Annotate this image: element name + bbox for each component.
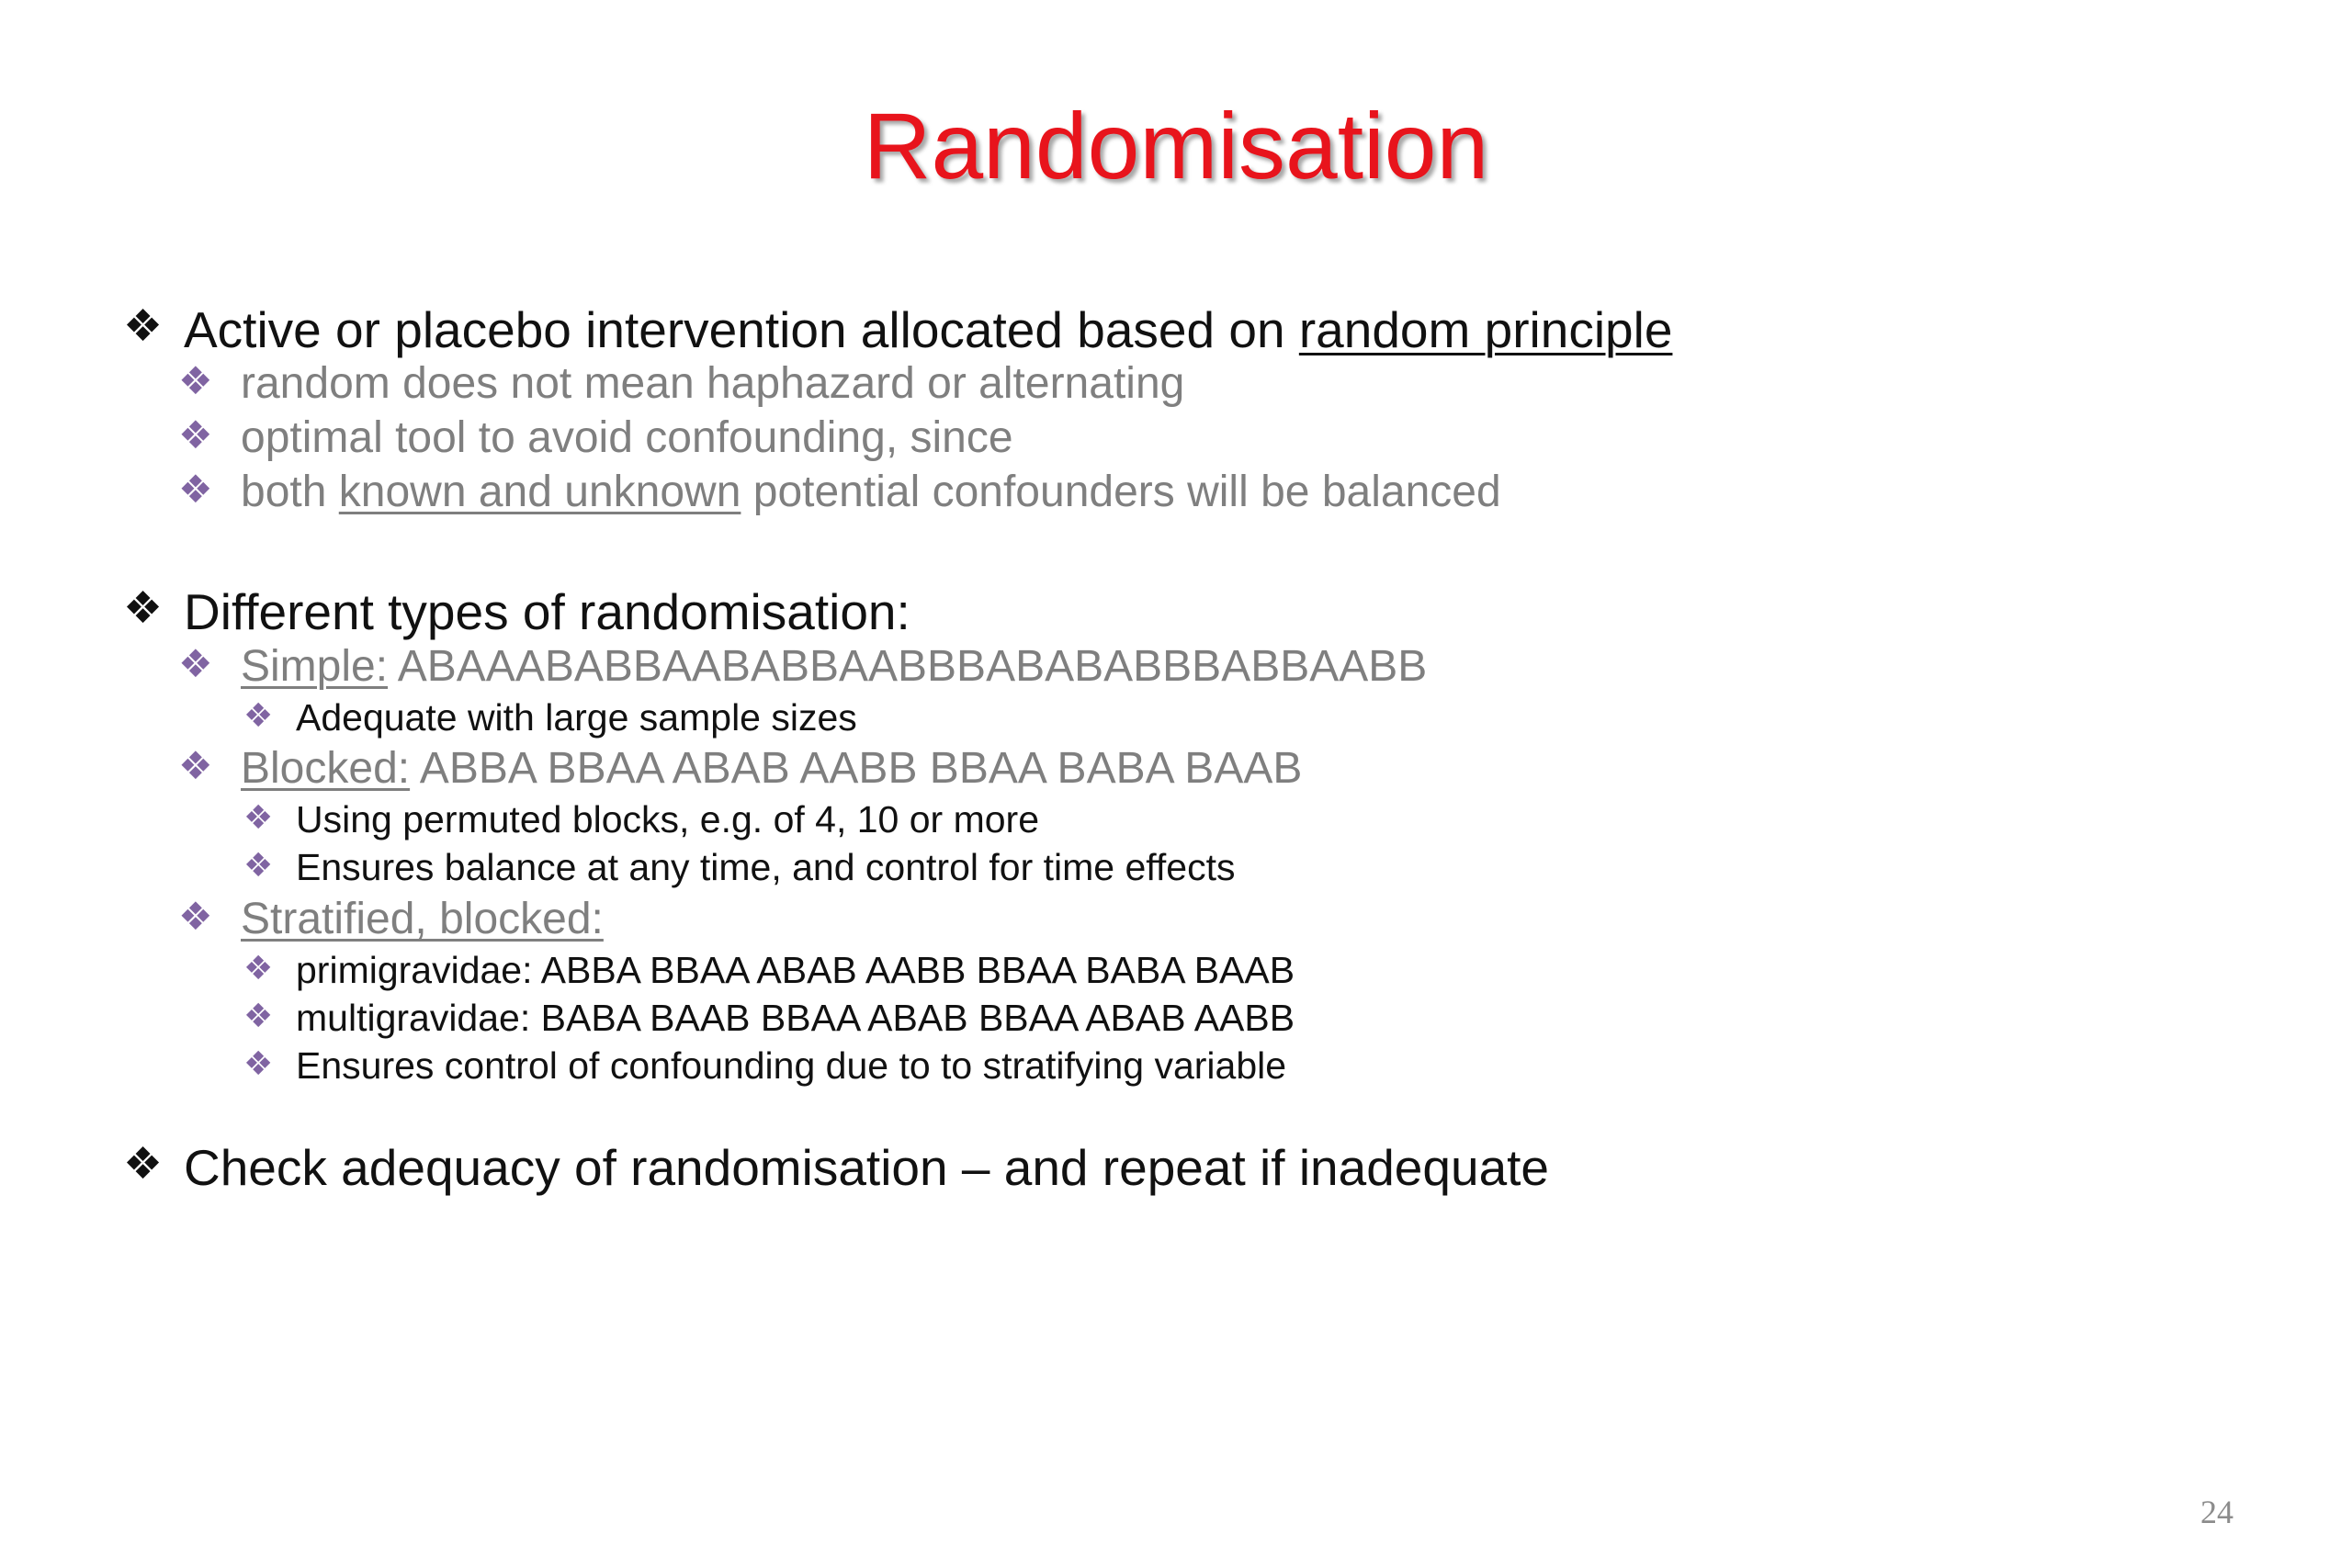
bullet-icon: ❖: [123, 584, 164, 633]
page-number: 24: [2200, 1494, 2233, 1530]
bullet-text: Active or placebo intervention allocated based on: [184, 301, 1299, 358]
bullet-icon: ❖: [243, 997, 274, 1034]
bullet-icon: ❖: [243, 696, 274, 734]
bullet-icon: ❖: [178, 744, 213, 787]
bullet-text: Adequate with large sample sizes: [296, 696, 857, 739]
bullet-text: Different types of randomisation:: [184, 583, 910, 640]
bullet-icon: ❖: [123, 302, 164, 351]
bullet-text: primigravidae: ABBA BBAA ABAB AABB BBAA BABA BAAB: [296, 949, 1295, 991]
simple-label: Simple:: [241, 642, 389, 691]
bullet-icon: ❖: [178, 468, 213, 511]
stratified-label: Stratified, blocked:: [241, 895, 604, 943]
known-unknown-term: known and unknown: [338, 468, 741, 516]
bullet-icon: ❖: [243, 949, 274, 987]
bullet-text: Ensures control of confounding due to to stratifying variable: [296, 1044, 1287, 1087]
random-principle-term: random principle: [1298, 301, 1673, 358]
bullet-text: random does not mean haphazard or alternating: [241, 359, 1185, 408]
bullet-icon: ❖: [243, 798, 274, 836]
bullet-text: Using permuted blocks, e.g. of 4, 10 or more: [296, 798, 1040, 840]
bullet-icon: ❖: [243, 846, 274, 884]
bullet-text: multigravidae: BABA BAAB BBAA ABAB BBAA ABAB AABB: [296, 997, 1295, 1039]
bullet-icon: ❖: [178, 895, 213, 938]
blocked-label: Blocked:: [241, 744, 411, 793]
slide-title: Randomisation: [863, 94, 1489, 198]
bullet-text: Check adequacy of randomisation – and repeat if inadequate: [184, 1139, 1550, 1196]
bullet-icon: ❖: [243, 1044, 274, 1082]
bullet-text: Ensures balance at any time, and control for time effects: [296, 846, 1236, 888]
bullet-text: both: [241, 468, 339, 516]
bullet-icon: ❖: [123, 1140, 164, 1189]
bullet-icon: ❖: [178, 413, 213, 457]
bullet-text-suffix: potential confounders will be balanced: [741, 468, 1501, 516]
bullet-icon: ❖: [178, 359, 213, 402]
bullet-icon: ❖: [178, 642, 213, 685]
bullet-text: optimal tool to avoid confounding, since: [241, 413, 1013, 462]
blocked-sequence: ABBA BBAA ABAB AABB BBAA BABA BAAB: [410, 744, 1303, 793]
simple-sequence: ABAAABABBAABABBAABBBABABABBBABBAABB: [388, 642, 1428, 691]
